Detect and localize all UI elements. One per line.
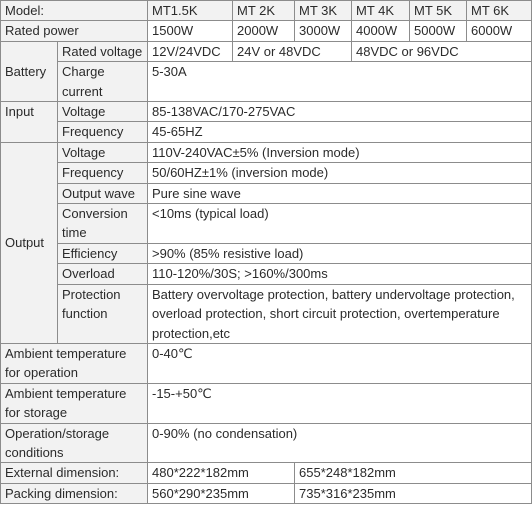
- output-row: [1, 204, 532, 244]
- input-category-label: Input: [1, 102, 58, 143]
- rated-power-value: 5000W: [410, 21, 467, 41]
- charge-current-label: Charge current: [58, 62, 148, 102]
- external-dimension-value: 655*248*182mm: [295, 463, 532, 483]
- rated-power-value: 6000W: [467, 21, 532, 41]
- output-param-label: Output wave: [58, 183, 148, 203]
- model-name: MT1.5K: [148, 1, 233, 21]
- model-name: MT 2K: [233, 1, 295, 21]
- ambient-operation-label: Ambient temperature for operation: [1, 343, 148, 383]
- ambient-operation-value: 0-40℃: [148, 343, 532, 383]
- output-param-value: 110V-240VAC±5% (Inversion mode): [148, 142, 532, 162]
- humidity-value: 0-90% (no condensation): [148, 423, 532, 463]
- battery-charge-current-row: [1, 62, 532, 102]
- packing-dimension-label: Packing dimension:: [1, 483, 148, 503]
- input-voltage-value: 85-138VAC/170-275VAC: [148, 102, 532, 122]
- output-row: [1, 243, 532, 263]
- rated-voltage-value: 24V or 48VDC: [233, 41, 352, 61]
- input-voltage-row: [1, 102, 532, 122]
- ambient-storage-row: [1, 383, 532, 423]
- packing-dimension-value: 560*290*235mm: [148, 483, 295, 503]
- output-param-label: Efficiency: [58, 243, 148, 263]
- ambient-operation-row: [1, 343, 532, 383]
- output-param-value: >90% (85% resistive load): [148, 243, 532, 263]
- input-frequency-label: Frequency: [58, 122, 148, 142]
- charge-current-value: 5-30A: [148, 62, 532, 102]
- humidity-label: Operation/storage conditions: [1, 423, 148, 463]
- output-row: [1, 264, 532, 284]
- packing-dimension-value: 735*316*235mm: [295, 483, 532, 503]
- output-param-value: 50/60HZ±1% (inversion mode): [148, 163, 532, 183]
- output-param-label: Conversion time: [58, 204, 148, 244]
- battery-rated-voltage-row: [1, 41, 532, 61]
- model-name: MT 3K: [295, 1, 352, 21]
- model-name: MT 4K: [352, 1, 410, 21]
- external-dimension-value: 480*222*182mm: [148, 463, 295, 483]
- output-param-label: Overload: [58, 264, 148, 284]
- rated-power-value: 2000W: [233, 21, 295, 41]
- model-header-label: Model:: [1, 1, 148, 21]
- output-param-label: Protection function: [58, 284, 148, 343]
- output-row: [1, 183, 532, 203]
- battery-category-label: Battery: [1, 41, 58, 101]
- rated-voltage-label: Rated voltage: [58, 41, 148, 61]
- output-row: [1, 142, 532, 162]
- rated-power-value: 1500W: [148, 21, 233, 41]
- external-dimension-label: External dimension:: [1, 463, 148, 483]
- output-row: [1, 284, 532, 343]
- input-voltage-label: Voltage: [58, 102, 148, 122]
- input-frequency-value: 45-65HZ: [148, 122, 532, 142]
- output-param-value: Battery overvoltage protection, battery undervoltage protection, overload protection, short circuit protection, overtemperature protection,etc: [148, 284, 532, 343]
- output-param-value: <10ms (typical load): [148, 204, 532, 244]
- output-param-label: Voltage: [58, 142, 148, 162]
- rated-power-label: Rated power: [1, 21, 148, 41]
- rated-power-value: 4000W: [352, 21, 410, 41]
- model-name: MT 6K: [467, 1, 532, 21]
- packing-dimension-row: [1, 483, 532, 503]
- output-param-label: Frequency: [58, 163, 148, 183]
- model-name: MT 5K: [410, 1, 467, 21]
- rated-power-row: [1, 21, 532, 41]
- input-frequency-row: [1, 122, 532, 142]
- ambient-storage-value: -15-+50℃: [148, 383, 532, 423]
- rated-power-value: 3000W: [295, 21, 352, 41]
- external-dimension-row: [1, 463, 532, 483]
- rated-voltage-value: 48VDC or 96VDC: [352, 41, 532, 61]
- rated-voltage-value: 12V/24VDC: [148, 41, 233, 61]
- output-category-label: Output: [1, 142, 58, 343]
- ambient-storage-label: Ambient temperature for storage: [1, 383, 148, 423]
- output-param-value: Pure sine wave: [148, 183, 532, 203]
- output-row: [1, 163, 532, 183]
- model-row: [1, 1, 532, 21]
- output-param-value: 110-120%/30S; >160%/300ms: [148, 264, 532, 284]
- humidity-row: [1, 423, 532, 463]
